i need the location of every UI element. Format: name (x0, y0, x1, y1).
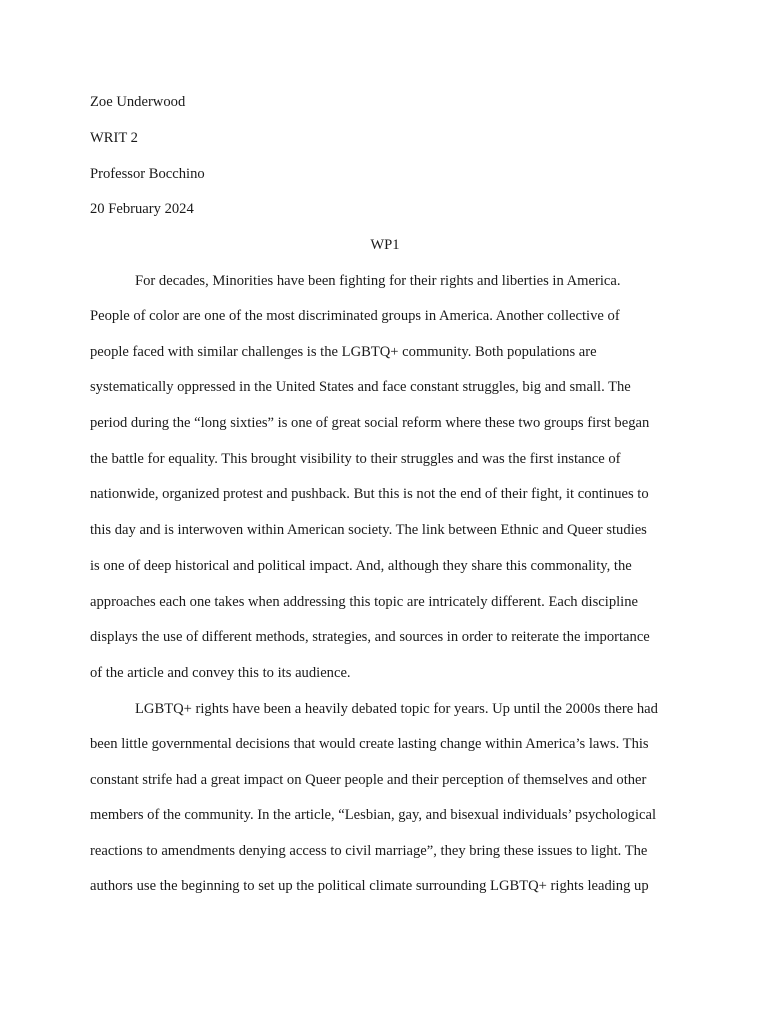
paragraph-line: period during the “long sixties” is one of great social reform where these two groups first began (90, 415, 650, 431)
paragraph-line: People of color are one of the most discriminated groups in America. Another collective of (90, 308, 620, 324)
paragraph-line: been little governmental decisions that would create lasting change within America’s laws. This (90, 736, 649, 752)
paragraph-line: people faced with similar challenges is the LGBTQ+ community. Both populations are (90, 344, 597, 360)
student-name: Zoe Underwood (90, 94, 186, 110)
paragraph-line: displays the use of different methods, strategies, and sources in order to reiterate the importance (90, 629, 650, 645)
paragraph-line: nationwide, organized protest and pushback. But this is not the end of their fight, it continues to (90, 486, 649, 502)
paragraph-line: members of the community. In the article, “Lesbian, gay, and bisexual individuals’ psychological (90, 807, 657, 823)
paragraph-line: the battle for equality. This brought visibility to their struggles and was the first instance of (90, 451, 621, 467)
paragraph-line: reactions to amendments denying access to civil marriage”, they bring these issues to light. The (90, 843, 648, 859)
paragraph-line: LGBTQ+ rights have been a heavily debated topic for years. Up until the 2000s there had (135, 701, 658, 717)
paragraph-line: constant strife had a great impact on Queer people and their perception of themselves and other (90, 772, 647, 788)
professor-name: Professor Bocchino (90, 166, 205, 182)
document-title: WP1 (370, 237, 400, 253)
paragraph-line: authors use the beginning to set up the political climate surrounding LGBTQ+ rights leading up (90, 878, 649, 894)
document-date: 20 February 2024 (90, 201, 194, 217)
paragraph-line: of the article and convey this to its audience. (90, 665, 351, 681)
paragraph-line: is one of deep historical and political impact. And, although they share this commonality, the (90, 558, 632, 574)
paragraph-line: this day and is interwoven within American society. The link between Ethnic and Queer studies (90, 522, 647, 538)
paragraph-line: approaches each one takes when addressing this topic are intricately different. Each discipline (90, 594, 638, 610)
paragraph-line: For decades, Minorities have been fighting for their rights and liberties in America. (135, 273, 621, 289)
paragraph-line: systematically oppressed in the United States and face constant struggles, big and small. The (90, 379, 631, 395)
course-name: WRIT 2 (90, 130, 138, 146)
